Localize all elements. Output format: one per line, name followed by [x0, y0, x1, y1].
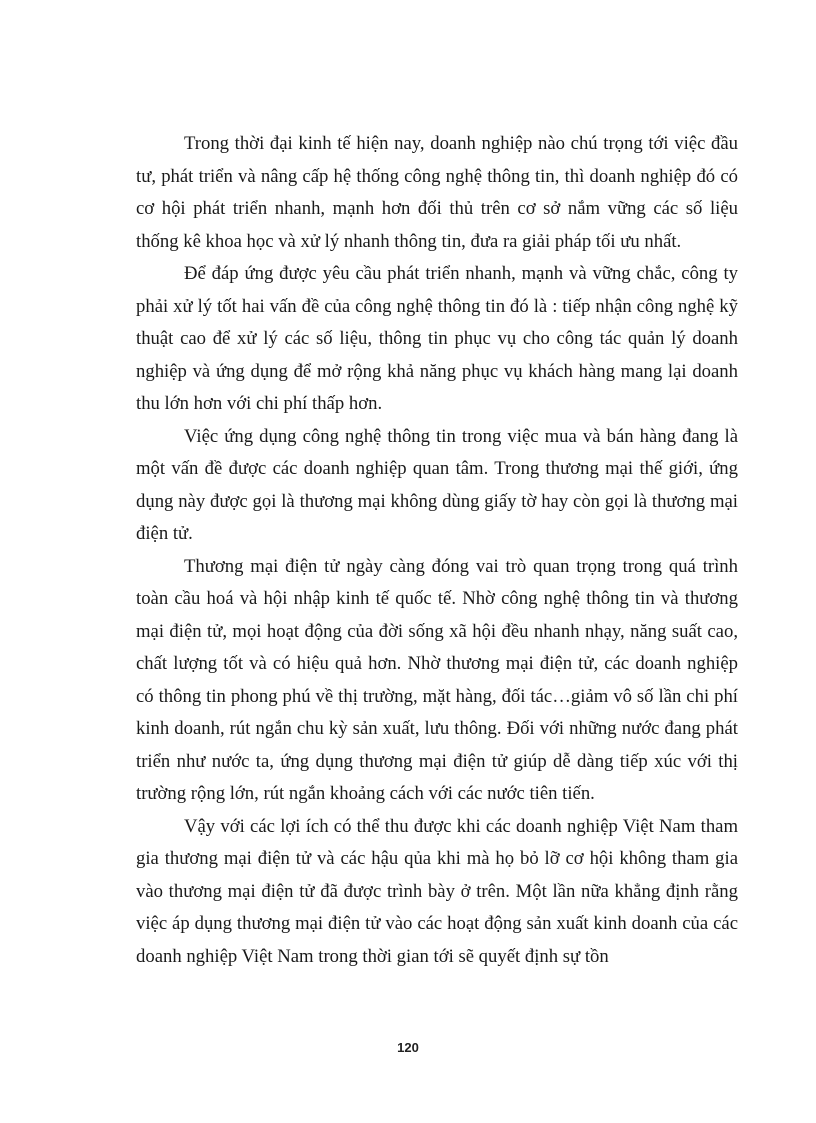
- paragraph-5: Vậy với các lợi ích có thể thu được khi các doanh nghiệp Việt Nam tham gia thương mại điện tử và các hậu qủa khi mà họ bỏ lỡ cơ hội không tham gia vào thương mại điện tử đã được trình bày ở trên. Một lần nữa khẳng định rằng việc áp dụng thương mại điện tử vào các hoạt động sản xuất kinh doanh của các doanh nghiệp Việt Nam trong thời gian tới sẽ quyết định sự tồn: [136, 815, 738, 967]
- paragraph-1: Trong thời đại kinh tế hiện nay, doanh nghiệp nào chú trọng tới việc đầu tư, phát triển và nâng cấp hệ thống công nghệ thông tin, thì doanh nghiệp đó có cơ hội phát triển nhanh, mạnh hơn đối thủ trên cơ sở nắm vững các số liệu thống kê khoa học và xử lý nhanh thông tin, đưa ra giải pháp tối ưu nhất.: [136, 133, 738, 252]
- body-text: [136, 128, 738, 973]
- paragraph-4: Thương mại điện tử ngày càng đóng vai trò quan trọng trong quá trình toàn cầu hoá và hội nhập kinh tế quốc tế. Nhờ công nghệ thông tin và thương mại điện tử, mọi hoạt động của đời sống xã hội đều nhanh nhạy, năng suất cao, chất lượng tốt và có hiệu quả hơn. Nhờ thương mại điện tử, các doanh nghiệp có thông tin phong phú về thị trường, mặt hàng, đối tác…giảm vô số lần chi phí kinh doanh, rút ngắn chu kỳ sản xuất, lưu thông. Đối với những nước đang phát triển như nước ta, ứng dụng thương mại điện tử giúp dễ dàng tiếp xúc với thị trường rộng lớn, rút ngắn khoảng cách với các nước tiên tiến.: [136, 555, 738, 804]
- paragraph-3: Việc ứng dụng công nghệ thông tin trong việc mua và bán hàng đang là một vấn đề được các doanh nghiệp quan tâm. Trong thương mại thế giới, ứng dụng này được gọi là thương mại không dùng giấy tờ hay còn gọi là thương mại điện tử.: [136, 425, 738, 544]
- paragraph-2: Để đáp ứng được yêu cầu phát triển nhanh, mạnh và vững chắc, công ty phải xử lý tốt hai vấn đề của công nghệ thông tin đó là : tiếp nhận công nghệ kỹ thuật cao để xử lý các số liệu, thông tin phục vụ cho công tác quản lý doanh nghiệp và ứng dụng để mở rộng khả năng phục vụ khách hàng mang lại doanh thu lớn hơn với chi phí thấp hơn.: [136, 263, 738, 414]
- page-number: 120: [397, 1040, 419, 1055]
